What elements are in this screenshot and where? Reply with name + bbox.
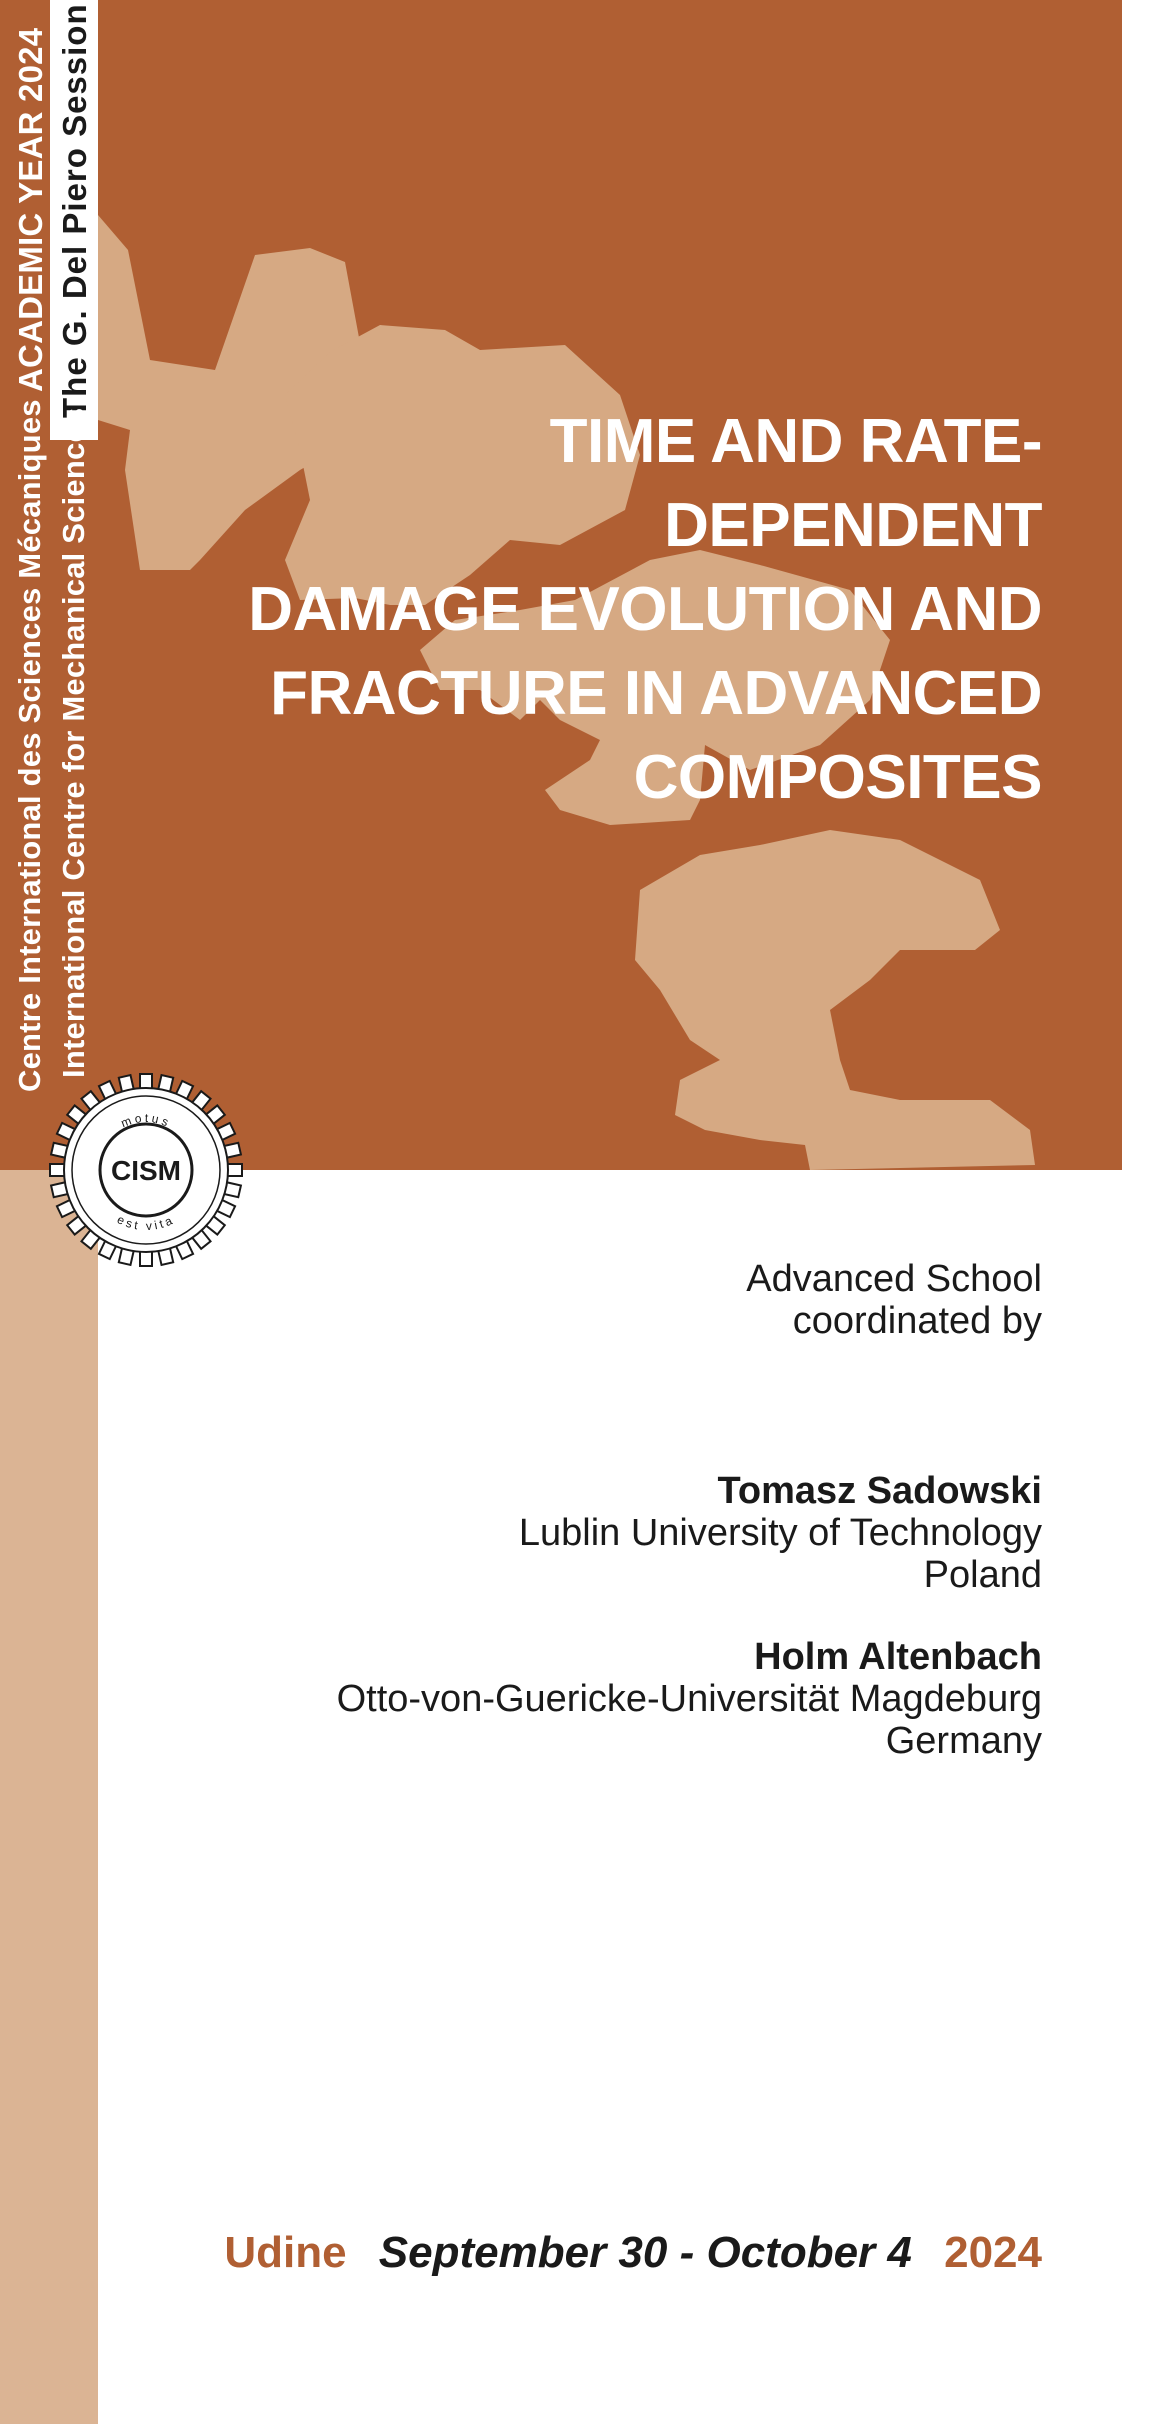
cism-logo	[46, 1070, 246, 1270]
coordinator-name: Holm Altenbach	[754, 1636, 1042, 1678]
title-line: COMPOSITES	[633, 743, 1042, 812]
coordinator-country: Germany	[885, 1720, 1042, 1762]
course-title	[182, 400, 1042, 820]
event-dates: September 30 - October 4	[378, 2228, 912, 2277]
logo-motto-top: motus	[119, 1110, 174, 1131]
coordinator-country: Poland	[923, 1554, 1042, 1596]
centre-name-french: Centre International des Sciences Mécaniques	[12, 399, 47, 1092]
session-label: The G. Del Piero Session	[56, 3, 93, 418]
title-line: TIME AND RATE-DEPENDENT	[549, 407, 1042, 560]
coordinator-block	[337, 1636, 1042, 1762]
event-footer	[224, 2228, 1042, 2278]
coordinator-name: Tomasz Sadowski	[717, 1470, 1042, 1512]
school-intro	[746, 1258, 1042, 1342]
coordinator-institution: Otto-von-Guericke-Universität Magdeburg	[336, 1678, 1042, 1720]
event-city: Udine	[224, 2228, 347, 2277]
coordinator-block	[519, 1470, 1042, 1596]
coordinator-institution: Lublin University of Technology	[518, 1512, 1042, 1554]
event-year: 2024	[944, 2228, 1042, 2277]
academic-year-label: ACADEMIC YEAR 2024	[12, 27, 49, 392]
logo-motto-bottom: est vita	[114, 1212, 178, 1234]
intro-line: coordinated by	[792, 1300, 1042, 1342]
logo-acronym: CISM	[111, 1155, 181, 1186]
centre-name-english: International Centre for Mechanical Sciences	[56, 407, 91, 1078]
intro-line: Advanced School	[746, 1258, 1042, 1300]
title-line: DAMAGE EVOLUTION AND	[248, 575, 1042, 644]
title-line: FRACTURE IN ADVANCED	[270, 659, 1042, 728]
